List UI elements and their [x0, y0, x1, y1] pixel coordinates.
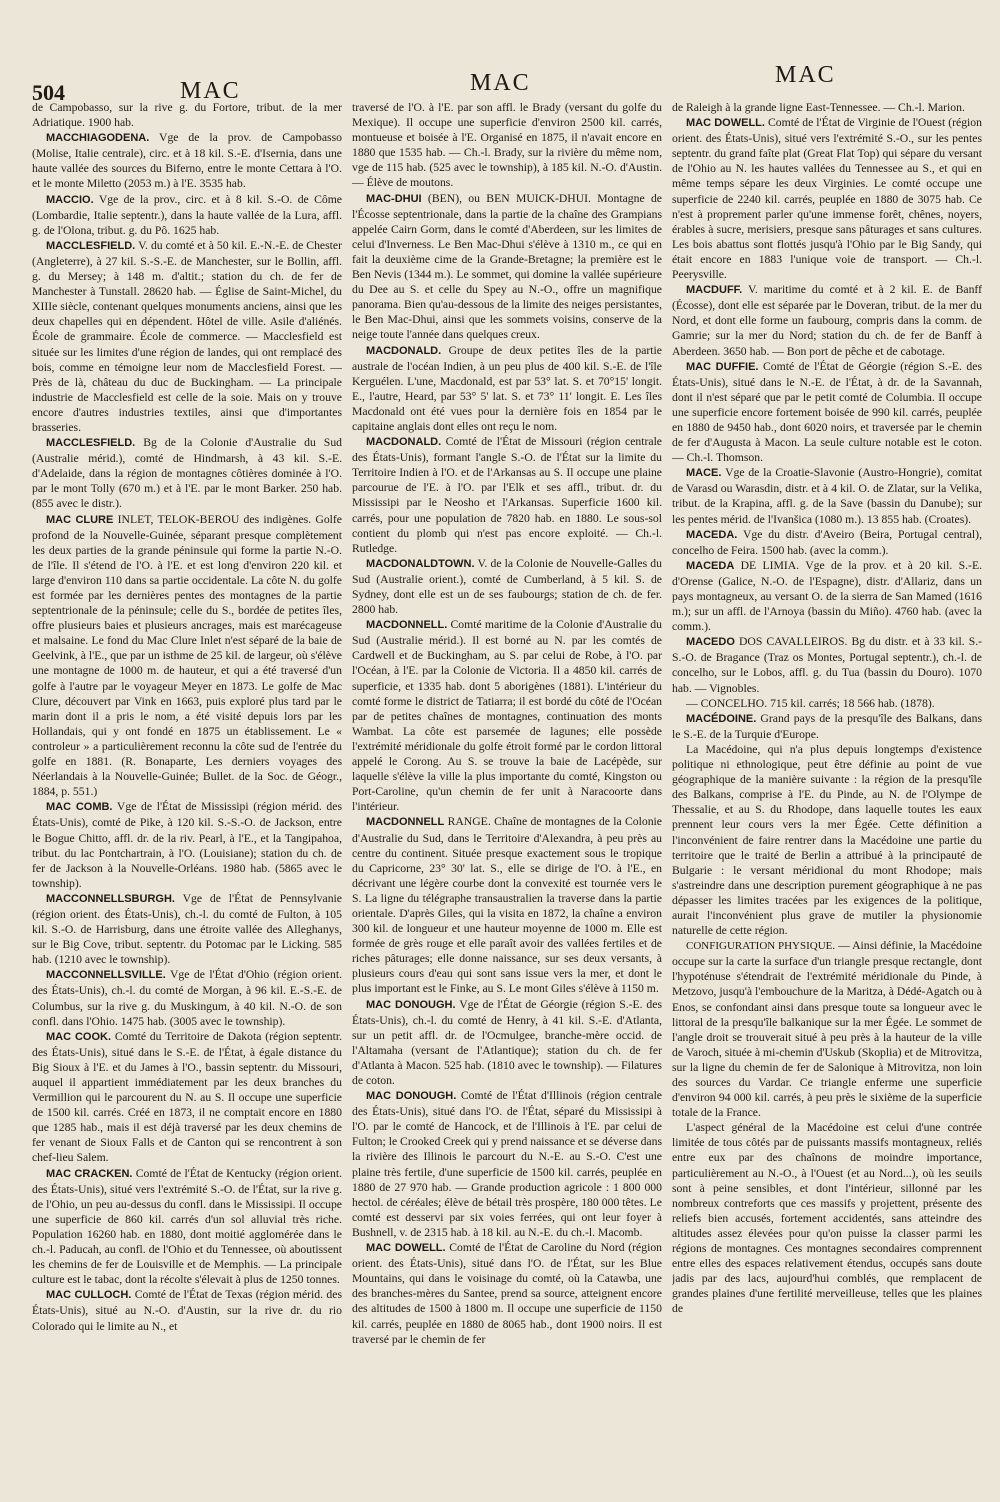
dictionary-entry [672, 696, 982, 711]
entry-headword: MAC-DHUI [366, 192, 422, 205]
entry-text: Comté de l'État de Texas (région mérid. des États-Unis), situé au N.-O. d'Austin, sur la rive dr. du rio Colorado qui le limite au N., et [32, 1288, 342, 1333]
entry-text: Comté du Territoire de Dakota (région septentr. des États-Unis), situé dans le S.-E. de l'État, à égale distance du Big Sioux à l'E. et du James à l'O., bassin septentr. du Missouri, auquel il appartient immédiatement par les deux branches du Vermillion qui le parcourent du N. au S. Il occupe une superficie de 1500 kil. carrés. Créé en 1873, il ne comptait encore en 1880 que 1285 hab., mais il est déjà traversé par les deux chemins de fer venant de Sioux Falls et de Canton qui se rencontrent à son chef-lieu Salem. [32, 1029, 342, 1165]
entry-text: Vge de l'État de Géorgie (région S.-E. des États-Unis), ch.-l. du comté de Henry, à 41 kil. S.-E. d'Atlanta, sur un petit affl. dr. de l'Ocmulgee, branche-mère occid. de l'Altamaha (versant de l'Atlantique); station du ch. de fer d'Atlanta à Macon. 525 hab. (1810 avec le township). — Filatures de coton. [352, 997, 662, 1087]
dictionary-entry [32, 100, 342, 130]
dictionary-entry [32, 192, 342, 238]
entry-headword: MACCONNELLSBURGH. [46, 892, 175, 905]
dictionary-entry [672, 742, 982, 938]
dictionary-entry [672, 527, 982, 558]
entry-headword: MAC CULLOCH. [46, 1289, 132, 1302]
entry-text: Comté de l'État de Virginie de l'Ouest (région orient. des États-Unis), situé vers l'extrémité S.-O., sur les pentes septentr. du grand faîte plat (Great Flat Top) qui sépare du versant de l'Ohio au N. les hautes vallées du Tennessee au S., et qui en même temps sépare les deux Virginies. Le comté occupe une superficie de 2240 kil. carrés, peuplée en 1880 de 3075 hab. Ce n'est à proprement parler qu'une immense forêt, chênes, noyers, érables à sucre, merisiers, presque sans pâturages et sans cultures. Les bois abattus sont flottés jusqu'à l'Ohio par le Big Sandy, qui était encore en 1883 l'unique voie de transport. — Ch.-l. Peerysville. [672, 116, 982, 282]
entry-text: Vge de l'État d'Ohio (région orient. des États-Unis), ch.-l. du comté de Morgan, à 96 kil. E.-S.-E. de Columbus, sur la rive g. du Muskingum, à 40 kil. N.-O. de son confl. dans l'Ohio. 1475 hab. (3005 avec le township). [32, 968, 342, 1028]
entry-headword: MACDONALD. [366, 436, 442, 449]
dictionary-entry [32, 967, 342, 1028]
dictionary-entry [352, 997, 662, 1089]
entry-text: Groupe de deux petites îles de la partie australe de l'océan Indien, à un peu plus de 400 kil. S.-E. de l'île Kerguélen. L'une, Macdonald, est par 53° lat. S. et 70°15' longit. E., l'autre, Heard, par 53° 5' lat. S. et 73° 11' longit. E. Les îles Macdonald ont été vues pour la dernière fois en 1854 par le capitaine anglais dont elles ont reçu le nom. [352, 343, 662, 433]
entry-headword: MACCONNELLSVILLE. [46, 969, 166, 982]
entry-text: de Campobasso, sur la rive g. du Fortore, tribut. de la mer Adriatique. 1900 hab. [32, 101, 342, 130]
entry-headword: MACCHIAGODENA. [46, 132, 150, 145]
entry-text: Vge du distr. d'Aveiro (Beira, Portugal central), concelho de Feira. 1500 hab. (avec la comm.). [672, 527, 982, 557]
entry-text: de Raleigh à la grande ligne East-Tennessee. — Ch.-l. Marion. [672, 101, 965, 114]
column-left [32, 100, 342, 1480]
dictionary-entry [32, 1287, 342, 1333]
entry-text: traversé de l'O. à l'E. par son affl. le Brady (versant du golfe du Mexique). Il occupe une superficie d'environ 2500 kil. carrés, montueuse et boisée à l'E. Organisé en 1875, il n'avait encore en 1880 que 1535 hab. — Ch.-l. Brady, sur la rivière du même nom, vge de 115 hab. (525 avec le township), à 185 kil. N.-O. d'Austin. — Élève de moutons. [352, 101, 662, 190]
dictionary-entry [32, 130, 342, 191]
dictionary-entry [672, 282, 982, 358]
entry-text: Comté de l'État de Géorgie (région S.-E. des États-Unis), situé dans le N.-E. de l'État, à dr. de la Savannah, dont il n'est séparé que par le petit comté de Columbia. Il occupe une superficie encore fortement boisée de 990 kil. carrés, peuplée en 1880 de 9450 hab., dont 6020 noirs, et traversée par le chemin de fer d'Augusta à Macon. La seule culture notable est le coton. — Ch.-l. Thomson. [672, 359, 982, 465]
entry-text: V. de la Colonie de Nouvelle-Galles du Sud (Australie orient.), comté de Cumberland, à 5 kil. S. de Sydney, dont elle est un de ses faubourgs; station de ch. de fer. 2800 hab. [352, 556, 662, 617]
dictionary-entry [672, 634, 982, 695]
dictionary-entry [672, 938, 982, 1120]
entry-headword: MACDONNELL. [366, 619, 448, 632]
entry-text: V. du comté et à 50 kil. E.-N.-E. de Chester (Angleterre), à 27 kil. S.-S.-E. de Manchester, sur le Bollin, affl. g. du Mersey; à 148 m. d'altit.; station du ch. de fer de Manchester à Tunstall. 28620 hab. — Église de Saint-Michel, du XIIIe siècle, contenant quelques monuments anciens, ainsi que les deux chapelles qui en dépendent. Hôtel de ville. Asile d'aliénés. École de grammaire. École de commerce. — Macclesfield est située sur les limites d'une région de landes, qui ont remplacé des bois, comme en témoigne leur nom de Macclesfield Forest. — Près de là, château du duc de Buckingham. — La principale industrie de Macclesfield est celle de la soie. Mais on y trouve encore d'autres industries textiles, ainsi que d'importantes brasseries. [32, 238, 342, 434]
entry-headword: MACDONNELL [366, 816, 445, 829]
entry-headword: MACCLESFIELD. [46, 437, 136, 450]
dictionary-entry [32, 1166, 342, 1288]
entry-text: — Ainsi définie, la Macédoine occupe sur la carte la surface d'un triangle presque rectangle, dont l'hypoténuse s'étendrait de l'extrémité méridionale du Pinde, à Metzovo, jusqu'à l'embouchure de la Maritza, à Dédé-Agatch ou à Enos, se confondant ainsi dans presque toute sa longueur avec le littoral de la presqu'île balkanique sur la mer Égée. Le sommet de l'angle droit se trouverait situé à peu près à la hauteur de la ville de Varoch, située à mi-chemin d'Uskub (Skoplia) et de Mitrovitza, sur la ligne du chemin de fer de Salonique à Mitrovitza, non loin des sources du Vardar. Ce triangle enferme une superficie d'environ 94 000 kil. carrés, à peu près le sixième de la superficie totale de la France. [672, 939, 982, 1120]
entry-headword: MAC CRACKEN. [46, 1167, 133, 1180]
entry-text: La Macédoine, qui n'a plus depuis longtemps d'existence politique ni ethnologique, peut être définie au point de vue géographique de la manière suivante : la région de la presqu'île des Balkans, comprise à l'E. du Pinde, au N. de l'Olympe de Thessalie, et au S. du Rhodope, dans laquelle toutes les eaux prennent leur cours vers la mer Égée. Cette définition a l'inconvénient de faire rentrer dans la Macédoine une partie du territoire que le traité de Berlin a attribué à la principauté de Bulgarie : le versant méridional du mont Rhodope; mais s'astreindre dans une description purement géographique à ne pas dépasser les limites tracées par les exigences de la politique, aurait l'inconvénient plus grave de mutiler la physionomie naturelle de cette région. [672, 742, 982, 938]
dictionary-entry [32, 435, 342, 511]
entry-text: Vge de la prov., circ. et à 8 kil. S.-O. de Côme (Lombardie, Italie septentr.), dans la haute vallée de la Lura, affl. g. de l'Olona, tribut. g. du Pô. 1625 hab. [32, 192, 342, 237]
entry-headword: MAC DOWELL. [686, 117, 765, 130]
entry-headword: MAC COMB. [46, 801, 113, 814]
dictionary-entry [352, 1240, 662, 1347]
entry-text: Bg de la Colonie d'Australie du Sud (Australie mérid.), comté de Hindmarsh, à 43 kil. S.-E. d'Adelaide, dans la région de montagnes côtières dominée à l'O. par le mont Tolly (670 m.) et à l'E. par le mont Barker. 250 hab. (855 avec le distr.). [32, 436, 342, 511]
dictionary-entry [672, 558, 982, 634]
entry-text: RANGE. Chaîne de montagnes de la Colonie d'Australie du Sud, dans le Territoire d'Alexandra, à peu près au centre du continent. Située presque exactement sous le tropique du Capricorne, 23° 30' lat. S., elle se dirige de l'O. à l'E., en décrivant une légère courbe dont la convexité est tournée vers le S. La ligne du télégraphe transaustralien la traverse dans la partie orientale. D'après Giles, qui la visita en 1872, la chaîne a environ 300 kil. de longueur et une hauteur moyenne de 1000 m. Elle est formée de grès rouge et elle paraît avoir des vallées fertiles et de riches pâturages; elle donne naissance, sur ses deux versants, à plusieurs cours d'eau qui sont sans issue vers la mer, et dont le plus important est le Finke, au S. Le mont Giles s'élève à 1150 m. [352, 815, 662, 996]
entry-text: L'aspect général de la Macédoine est celui d'une contrée limitée de tous côtés par de puissants massifs montagneux, reliés entre eux par des chaînons de moindre importance, particulièrement au N.-O., à l'Ouest (et au Nord...), où les seuils sont à peine sensibles, et dont l'intérieur, sillonné par les nombreux contreforts que ces massifs y projettent, présente des reliefs bien accusés, fortement accidentés, sans atteindre des altitudes assez élevées pour qu'on puisse la classer parmi les régions de montagnes. Ces montagnes secondaires comprennent entre elles des espaces relativement étendus, occupés sans doute jadis par des lacs, aujourd'hui comblés, que remplacent de grandes plaines d'une fertilité merveilleuse, telles que les plaines de [672, 1121, 982, 1316]
dictionary-entry [32, 891, 342, 967]
entry-headword: MACEDA [686, 559, 735, 572]
entry-headword: MACDONALD. [366, 344, 442, 357]
dictionary-entry [32, 238, 342, 435]
dictionary-entry [672, 115, 982, 282]
dictionary-entry [32, 799, 342, 891]
entry-text: Grand pays de la presqu'île des Balkans, dans le S.-E. de la Turquie d'Europe. [672, 711, 982, 741]
dictionary-entry [672, 100, 982, 115]
entry-headword: MACEDO [686, 636, 735, 649]
entry-headword: MAC CLURE [46, 513, 114, 526]
dictionary-entry [352, 343, 662, 435]
dictionary-entry [352, 556, 662, 617]
entry-headword: MACÉDOINE. [686, 712, 757, 725]
dictionary-entry [352, 617, 662, 814]
column-right [672, 100, 982, 1480]
entry-headword: MAC DUFFIE. [686, 360, 759, 373]
entry-text: Vge de l'État de Pennsylvanie (région orient. des États-Unis), ch.-l. du comté de Fulton, à 105 kil. S.-O. de Harrisburg, dans une étroite vallée des Alleghanys, sur le Big Cove, tribut. septentr. du Potomac par le Licking. 585 hab. (1210 avec le township). [32, 891, 342, 967]
section-heading: CONFIGURATION PHYSIQUE. [686, 940, 836, 953]
running-head-center: MAC [470, 70, 531, 96]
entry-text: DOS CAVALLEIROS. Bg du distr. et à 33 kil. S.-S.-O. de Bragance (Traz os Montes, Portugal septentr.), ch.-l. de concelho, sur le Lobos, affl. g. du Tua (bassin du Douro). 1070 hab. — Vignobles. [672, 635, 982, 695]
entry-headword: MACE. [686, 467, 722, 480]
running-head-right: MAC [775, 62, 836, 88]
entry-text: — CONCELHO. 715 kil. carrés; 18 566 hab. (1878). [686, 696, 935, 710]
page-number: 504 [32, 80, 65, 105]
entry-text: Comté de l'État de Missouri (région centrale des États-Unis), formant l'angle S.-O. de l'État sur la limite du Territoire Indien à l'O. et de l'Arkansas au S. Il occupe une plaine parcourue de l'E. à l'O. par l'Elk et ses affl., tribut. dr. du Mississipi par le Neosho et l'Arkansas. Superficie 1600 kil. carrés, pour une population de 7820 hab. en 1880. Le sous-sol contient du plomb qui n'est pas encore exploité. — Ch.-l. Rutledge. [352, 435, 662, 555]
entry-text: Vge de l'État de Mississipi (région mérid. des États-Unis), comté de Pike, à 120 kil. S.-S.-O. de Jackson, entre le Bogue Chitto, affl. dr. de la riv. Pearl, à l'E., et la Tangipahoa, tribut. du lac Pontchartrain, à l'O. (Louisiane); station du ch. de fer de Jackson à la Nouvelle-Orléans. 1980 hab. (5865 avec le township). [32, 800, 342, 890]
dictionary-entry [352, 191, 662, 343]
dictionary-entry [352, 1088, 662, 1240]
entry-headword: MACEDA. [686, 528, 738, 541]
dictionary-entry [352, 814, 662, 996]
entry-text: V. maritime du comté et à 2 kil. E. de Banff (Écosse), dont elle est séparée par le Doveran, tribut. de la mer du Nord, et dont elle forme un faubourg, compris dans la comm. de Gamrie; sur la mer du Nord; station du ch. de fer de Banff à Aberdeen. 3650 hab. — Bon port de pêche et de cabotage. [672, 283, 982, 358]
dictionary-entry [672, 465, 982, 526]
column-middle [352, 100, 662, 1480]
dictionary-entry [352, 434, 662, 556]
entry-headword: MAC DOWELL. [366, 1242, 446, 1255]
entry-text: Comté de l'État de Kentucky (région orient. des États-Unis), situé vers l'extrémité S.-O. de l'État, sur la rive g. de l'Ohio, un peu au-dessus du confl. dans le Mississipi. Il occupe une superficie de 860 kil. carrés d'un sol alluvial très riche. Population 16260 hab. en 1880, dont moitié agglomérée dans le ch.-l. Paducah, au confl. de l'Ohio et du Tennessee, où aboutissent les chemins de fer de Louisville et de Memphis. — La principale culture est le tabac, dont la récolte s'élevait à plus de 1250 tonnes. [32, 1166, 342, 1287]
entry-headword: MACCIO. [46, 193, 94, 206]
entry-headword: MAC DONOUGH. [366, 1090, 457, 1103]
dictionary-entry [672, 711, 982, 742]
entry-headword: MACDUFF. [686, 284, 743, 297]
dictionary-entry [672, 359, 982, 466]
entry-text: Comté de l'État de Caroline du Nord (région orient. des États-Unis), situé dans l'O. de l'État, sur les Blue Mountains, qui dans le voisinage du comté, où la Catawba, une des branches-mères du Santee, prend sa source, atteignent encore des altitudes de 1500 à 1800 m. Il occupe une superficie de 1150 kil. carrés, peuplée en 1880 de 8065 hab., dont 1900 noirs. Il est traversé par le chemin de fer [352, 1241, 662, 1346]
entry-text: DE LIMIA. Vge de la prov. et à 20 kil. S.-E. d'Orense (Galice, N.-O. de l'Espagne), distr. d'Allariz, dans un pays montagneux, au versant O. de la sierra de San Mamed (1616 m.); sur un affl. de l'Arnoya (bassin du Miño). 4760 hab. (avec la comm.). [672, 558, 982, 634]
running-head-left: MAC [180, 78, 241, 104]
entry-text: Vge de la Croatie-Slavonie (Austro-Hongrie), comitat de Varasd ou Warasdin, distr. et à 4 kil. O. de Zlatar, sur la Velika, tribut. de la Krapina, affl. g. de la Save (bassin du Danube); sur les pentes mérid. de l'Ivanšica (1080 m.). 13 855 hab. (Croates). [672, 466, 982, 526]
entry-text: INLET, TELOK-BEROU des indigènes. Golfe profond de la Nouvelle-Guinée, séparant presque complètement les deux parties de la grande péninsule qui forme la partie N.-O. de l'île. Il s'étend de l'O. à l'E. et est long d'environ 220 kil. et large d'environ 110 dans sa partie occidentale. La côte N. du golfe est formée par les dernières pentes des montagnes de la partie septentrionale de la péninsule; celle du S., bordée de petites îles, offre plusieurs baies et plusieurs ancrages, mais est marécageuse et malsaine. Le fond du Mac Clure Inlet n'est séparé de la baie de Geelvink, à l'E., que par un isthme de 25 kil. de largeur, où s'élève une montagne de 1000 m. de hauteur, et qui a été traversé d'un golfe à l'autre par le voyageur Meyer en 1873. Le golfe de Mac Clure, découvert par Vink en 1663, puis exploré plus tard par le marin dont il a pris le nom, a été visité depuis lors par les Hollandais, qui y ont fondé en 1875 un établissement. Le « controleur » a particulièrement reconnu la côte sud de l'entrée du golfe en 1881. (R. Bonaparte, Les derniers voyages des Néerlandais à la Nouvelle-Guinée; Bullet. de la Soc. de Géogr., 1884, p. 551.) [32, 512, 342, 799]
dictionary-entry [352, 100, 662, 191]
entry-headword: MAC DONOUGH. [366, 998, 456, 1011]
dictionary-entry [672, 1120, 982, 1316]
entry-headword: MACCLESFIELD. [46, 239, 136, 252]
entry-text: Comté de l'État d'Illinois (région centrale des États-Unis), situé dans l'O. de l'État, séparé du Mississipi à l'O. par le comté de Hancock, et de l'Illinois à l'E. par celui de Fulton; le Crooked Creek qui y prend naissance et se déverse dans la rivière des Illinois le parcourt du N.-E. au S.-O. C'est une plaine très fertile, d'une superficie de 1500 kil. carrés, peuplée en 1880 de 27 970 hab. — Grande production agricole : 1 800 000 hectol. de céréales; élève de bétail très prospère, 180 000 têtes. Le comté est desservi par six voies ferrées, qui ont leur foyer à Bushnell, v. de 2315 hab. à 18 kil. au N.-E. du ch.-l. Macomb. [352, 1089, 662, 1239]
entry-headword: MACDONALDTOWN. [366, 557, 475, 570]
dictionary-entry [32, 1029, 342, 1166]
entry-text: Comté maritime de la Colonie d'Australie du Sud (Australie mérid.). Il est borné au N. par les comtés de Cardwell et de Buckingham, au S. par celui de Robe, à l'O. par l'Océan, à l'E. par la Colonie de Victoria. Il a 4850 kil. carrés de superficie, et 1335 hab. dont 5 aborigènes (1881). L'intérieur du comté forme le district de Tatiarra; il est bordé du côté de l'Océan par de petites chaînes de montagnes, continuation des monts Wambat. La côte est parsemée de lagunes; elle possède l'extrémité méridionale du golfe étroit formé par le cordon littoral appelé le Corong. Au S. se trouve la baie de Lacépède, sur laquelle s'élève la ville la plus importante du comté, Kingston ou Port-Caroline, qu'un chemin de fer unit à Naracoorte dans l'intérieur. [352, 618, 662, 814]
entry-headword: MAC COOK. [46, 1030, 112, 1043]
dictionary-entry [32, 512, 342, 800]
entry-text: (BEN), ou BEN MUICK-DHUI. Montagne de l'Écosse septentrionale, dans la partie de la chaîne des Grampians appelée Cairn Gorm, dans le comté d'Aberdeen, sur les limites de celui d'Inverness. Le Ben Mac-Dhui s'élève à 1310 m., ce qui en fait la deuxième cime de la Grande-Bretagne; la première est le Ben Nevis (1344 m.). Le sommet, qui domine la vallée supérieure du Dee au S. et celle du Spey au N.-O., offre un magnifique panorama. Bien qu'au-dessous de la limite des neiges persistantes, le Ben Mac-Dhui, ainsi que les sommets voisins, conserve de la neige toute l'année dans quelques creux. [352, 191, 662, 342]
text-columns [32, 100, 984, 1480]
entry-text: Vge de la prov. de Campobasso (Molise, Italie centrale), circ. et à 18 kil. S.-E. d'Isernia, dans une haute vallée des sources du Biferno, entre le monte Cettara à l'O. et le monte Miletto (2053 m.) à l'E. 3535 hab. [32, 131, 342, 191]
